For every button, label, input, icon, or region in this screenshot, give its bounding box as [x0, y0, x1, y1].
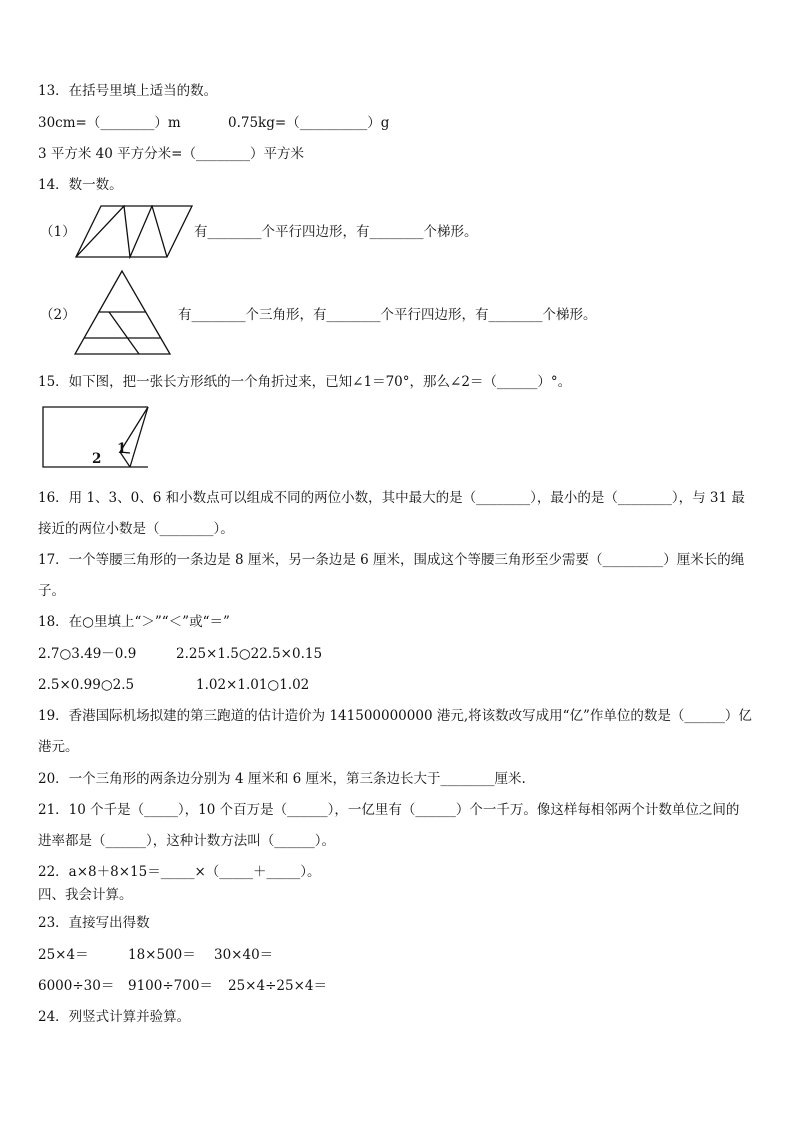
q17-line2: 子。	[38, 583, 65, 599]
q14-part2-text: 有________个三角形，有________个平行四边形，有________个梯形。	[178, 307, 597, 323]
q23-title: 23．直接写出得数	[38, 915, 150, 931]
q18-item-b: 2.25×1.5○22.5×0.15	[176, 646, 323, 662]
q24-title: 24．列竖式计算并验算。	[38, 1009, 191, 1025]
q21-line2: 进率都是（______），这种计数方法叫（______）。	[38, 833, 335, 849]
q18-title: 18．在○里填上“＞”“＜”或“＝”	[38, 614, 230, 630]
q19-line2: 港元。	[38, 739, 79, 755]
q13-item-a: 30cm=（________）m	[38, 115, 181, 131]
section-title: 四、我会计算。	[38, 887, 133, 903]
q23-item: 18×500＝	[128, 947, 196, 963]
q14-part1-label: （1）	[40, 224, 76, 240]
q14-part1-text: 有________个平行四边形，有________个梯形。	[194, 224, 478, 240]
q15-angle-label-2: 2	[92, 451, 102, 467]
q13-item-b: 0.75kg=（__________）g	[228, 115, 390, 131]
q16-line1: 16．用 1、3、0、6 和小数点可以组成不同的两位小数，其中最大的是（________），最小的是（________），与 31 最	[38, 490, 745, 506]
q18-item-c: 2.5×0.99○2.5	[38, 677, 135, 693]
q15-angle-label-1: 1	[117, 441, 127, 457]
q13-item-c: 3 平方米 40 平方分米=（________）平方米	[38, 146, 304, 162]
triangle-figure	[74, 270, 172, 356]
q23-item: 6000÷30＝	[38, 978, 115, 994]
q17-line1: 17．一个等腰三角形的一条边是 8 厘米，另一条边是 6 厘米，围成这个等腰三角形至少需要（_________）厘米长的绳	[38, 552, 745, 568]
q16-line2: 接近的两位小数是（________）。	[38, 521, 234, 537]
q23-item: 25×4÷25×4＝	[228, 978, 327, 994]
q15-title: 15．如下图，把一张长方形纸的一个角折过来，已知∠1＝70°，那么∠2＝（______）°。	[38, 374, 572, 390]
q14-title: 14．数一数。	[38, 177, 123, 193]
q21-line1: 21．10 个千是（_____），10 个百万是（______），一亿里有（______）个一千万。像这样每相邻两个计数单位之间的	[38, 802, 740, 818]
q13-title: 13．在括号里填上适当的数。	[38, 83, 218, 99]
q14-part2-label: （2）	[40, 307, 76, 323]
q18-item-d: 1.02×1.01○1.02	[196, 677, 310, 693]
q20-line1: 20．一个三角形的两条边分别为 4 厘米和 6 厘米，第三条边长大于________厘米.	[38, 771, 526, 787]
q18-item-a: 2.7○3.49－0.9	[38, 646, 137, 662]
q19-line1: 19．香港国际机场拟建的第三跑道的估计造价为 141500000000 港元,将该数改写成用“亿”作单位的数是（______）亿	[38, 708, 752, 724]
parallelogram-figure	[74, 205, 194, 259]
q23-item: 9100÷700＝	[128, 978, 213, 994]
q23-item: 25×4＝	[38, 947, 89, 963]
q23-item: 30×40＝	[214, 947, 274, 963]
q22-line1: 22．a×8＋8×15＝_____×（_____＋_____）。	[38, 864, 321, 880]
